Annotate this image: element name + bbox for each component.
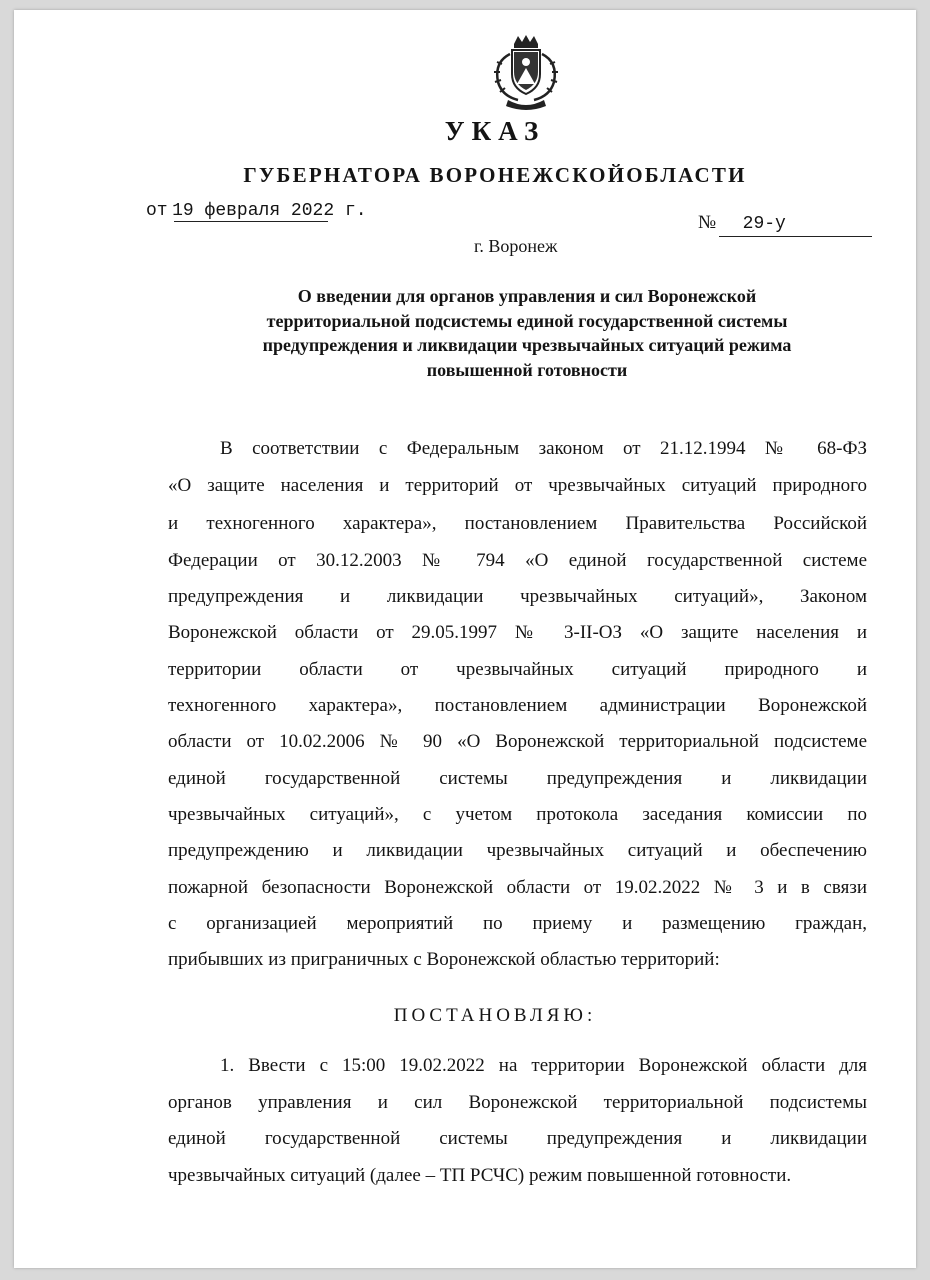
preamble-line: пожарной безопасности Воронежской области от 19.02.2022 № 3 и в связи — [168, 877, 867, 898]
preamble-line: предупреждению и ликвидации чрезвычайных ситуаций и обеспечению — [168, 840, 867, 861]
clause-line: единой государственной системы предупреждения и ликвидации — [168, 1128, 867, 1149]
document-issuer: ГУБЕРНАТОРА ВОРОНЕЖСКОЙОБЛАСТИ — [243, 163, 747, 187]
subject-line: предупреждения и ликвидации чрезвычайных ситуаций режима — [262, 335, 792, 355]
preamble-line: чрезвычайных ситуаций», с учетом протокола заседания комиссии по — [168, 804, 867, 825]
voronezh-coat-of-arms-icon — [484, 34, 568, 116]
preamble-line: Воронежской области от 29.05.1997 № 3-II-ОЗ «О защите населения и — [168, 622, 867, 643]
preamble-line: предупреждения и ликвидации чрезвычайных ситуаций», Законом — [168, 586, 867, 607]
number-underline — [719, 236, 872, 237]
decree-document — [14, 10, 916, 1268]
preamble-line: области от 10.02.2006 № 90 «О Воронежской территориальной подсистеме — [168, 731, 867, 752]
subject-line: повышенной готовности — [426, 359, 628, 380]
subject-line: О введении для органов управления и сил Воронежской — [297, 286, 757, 306]
clause-line: органов управления и сил Воронежской территориальной подсистемы — [168, 1092, 867, 1113]
decree-subject — [214, 284, 840, 382]
preamble-line: техногенного характера», постановлением администрации Воронежской — [168, 695, 867, 716]
number-value: 29-у — [742, 214, 786, 234]
preamble-line: с организацией мероприятий по приему и размещению граждан, — [168, 913, 867, 934]
document-title: УКАЗ — [444, 116, 546, 146]
preamble-line: Федерации от 30.12.2003 № 794 «О единой государственной системе — [168, 550, 867, 571]
document-page — [14, 10, 916, 1268]
preamble-line: «О защите населения и территорий от чрезвычайных ситуаций природного — [168, 475, 867, 496]
subject-line: территориальной подсистемы единой государственной системы — [266, 310, 788, 331]
preamble-line: прибывших из приграничных с Воронежской областью территорий: — [168, 949, 720, 970]
decree-date — [146, 199, 367, 221]
decree-number — [698, 212, 786, 234]
preamble-line: территории области от чрезвычайных ситуаций природного и — [168, 659, 867, 680]
date-underline — [174, 221, 328, 222]
preamble-line: единой государственной системы предупреждения и ликвидации — [168, 768, 867, 789]
date-prefix: от — [146, 201, 168, 221]
preamble-line: В соответствии с Федеральным законом от 21.12.1994 № 68-ФЗ — [220, 438, 867, 459]
preamble-line: и техногенного характера», постановлением Правительства Российской — [168, 513, 867, 534]
issue-city: г. Воронеж — [474, 236, 558, 256]
number-sign: № — [698, 212, 717, 233]
clause-line: чрезвычайных ситуаций (далее – ТП РСЧС) режим повышенной готовности. — [168, 1165, 792, 1186]
decree-word: ПОСТАНОВЛЯЮ: — [393, 1005, 597, 1026]
clause-line: 1. Ввести с 15:00 19.02.2022 на территории Воронежской области для — [220, 1055, 867, 1076]
date-value: 19 февраля 2022 г. — [172, 201, 367, 221]
